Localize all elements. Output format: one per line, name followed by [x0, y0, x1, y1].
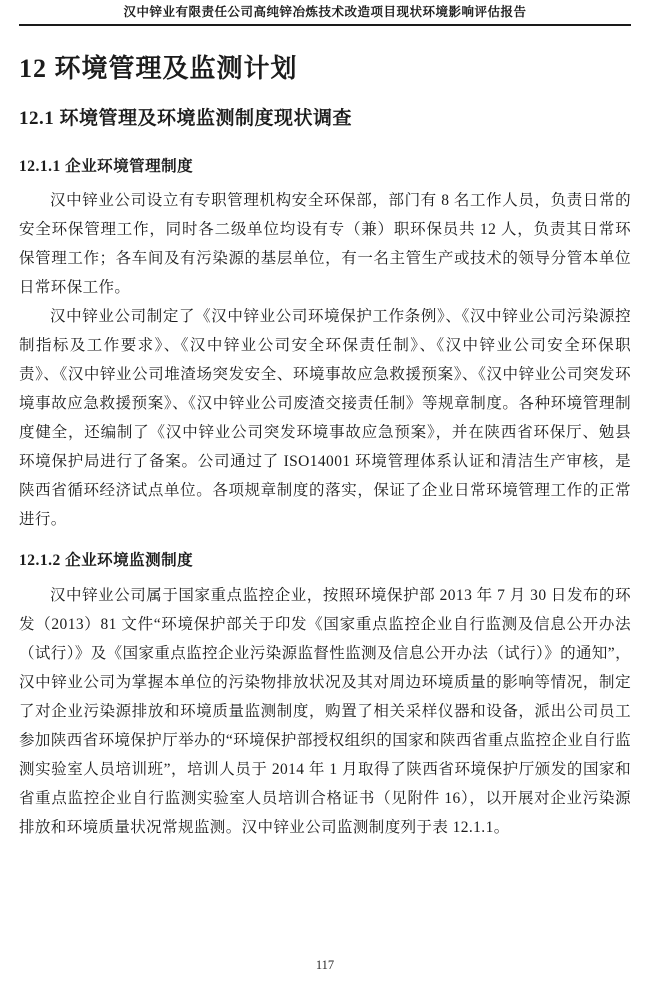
subsection-title-1211: 12.1.1 企业环境管理制度 — [19, 158, 194, 175]
section-title: 12.1 环境管理及环境监测制度现状调查 — [19, 108, 353, 129]
chapter-title: 12 环境管理及监测计划 — [19, 54, 298, 83]
body-paragraph: 汉中锌业公司制定了《汉中锌业公司环境保护工作条例》、《汉中锌业公司污染源控制指标及工作要求》、《汉中锌业公司安全环保责任制》、《汉中锌业公司安全环保职责》、《汉中锌业公司堆渣场突发安全、环境事故应急救援预案》、《汉中锌业公司突发环境事故应急救援预案》、《汉中锌业公司废渣交接责任制》等规章制度。各种环境管理制度健全，还编制了《汉中锌业公司突发环境事故应急预案》，并在陕西省环保厅、勉县环境保护局进行了备案。公司通过了 ISO14001 环境管理体系认证和清洁生产审核，是陕西省循环经济试点单位。各项规章制度的落实，保证了企业日常环境管理工作的正常进行。 — [19, 308, 631, 528]
body-paragraph: 汉中锌业公司设立有专职管理机构安全环保部，部门有 8 名工作人员，负责日常的安全环保管理工作，同时各二级单位均设有专（兼）职环保员共 12 人，负责其日常环保管理工作；各车间及有污染源的基层单位，有一名主管生产或技术的领导分管本单位日常环保工作。 — [19, 192, 631, 296]
page-number: 117 — [315, 958, 335, 972]
subsection-title-1212: 12.1.2 企业环境监测制度 — [19, 552, 194, 569]
running-header: 汉中锌业有限责任公司高纯锌冶炼技术改造项目现状环境影响评估报告 — [19, 5, 631, 26]
body-paragraph: 汉中锌业公司属于国家重点监控企业，按照环境保护部 2013 年 7 月 30 日发布的环发（2013）81 文件“环境保护部关于印发《国家重点监控企业自行监测及信息公开办法（试行）》及《国家重点监控企业污染源监督性监测及信息公开办法（试行）》的通知”，汉中锌业公司为掌握本单位的污染物排放状况及其对周边环境质量的影响等情况，制定了对企业污染源排放和环境质量监测制度，购置了相关采样仪器和设备，派出公司员工参加陕西省环境保护厅举办的“环境保护部授权组织的国家和陕西省重点监控企业自行监测实验室人员培训班”，培训人员于 2014 年 1 月取得了陕西省环境保护厅颁发的国家和省重点监控企业自行监测实验室人员培训合格证书（见附件 16），以开展对企业污染源排放和环境质量状况常规监测。汉中锌业公司监测制度列于表 12.1.1。 — [19, 587, 631, 836]
